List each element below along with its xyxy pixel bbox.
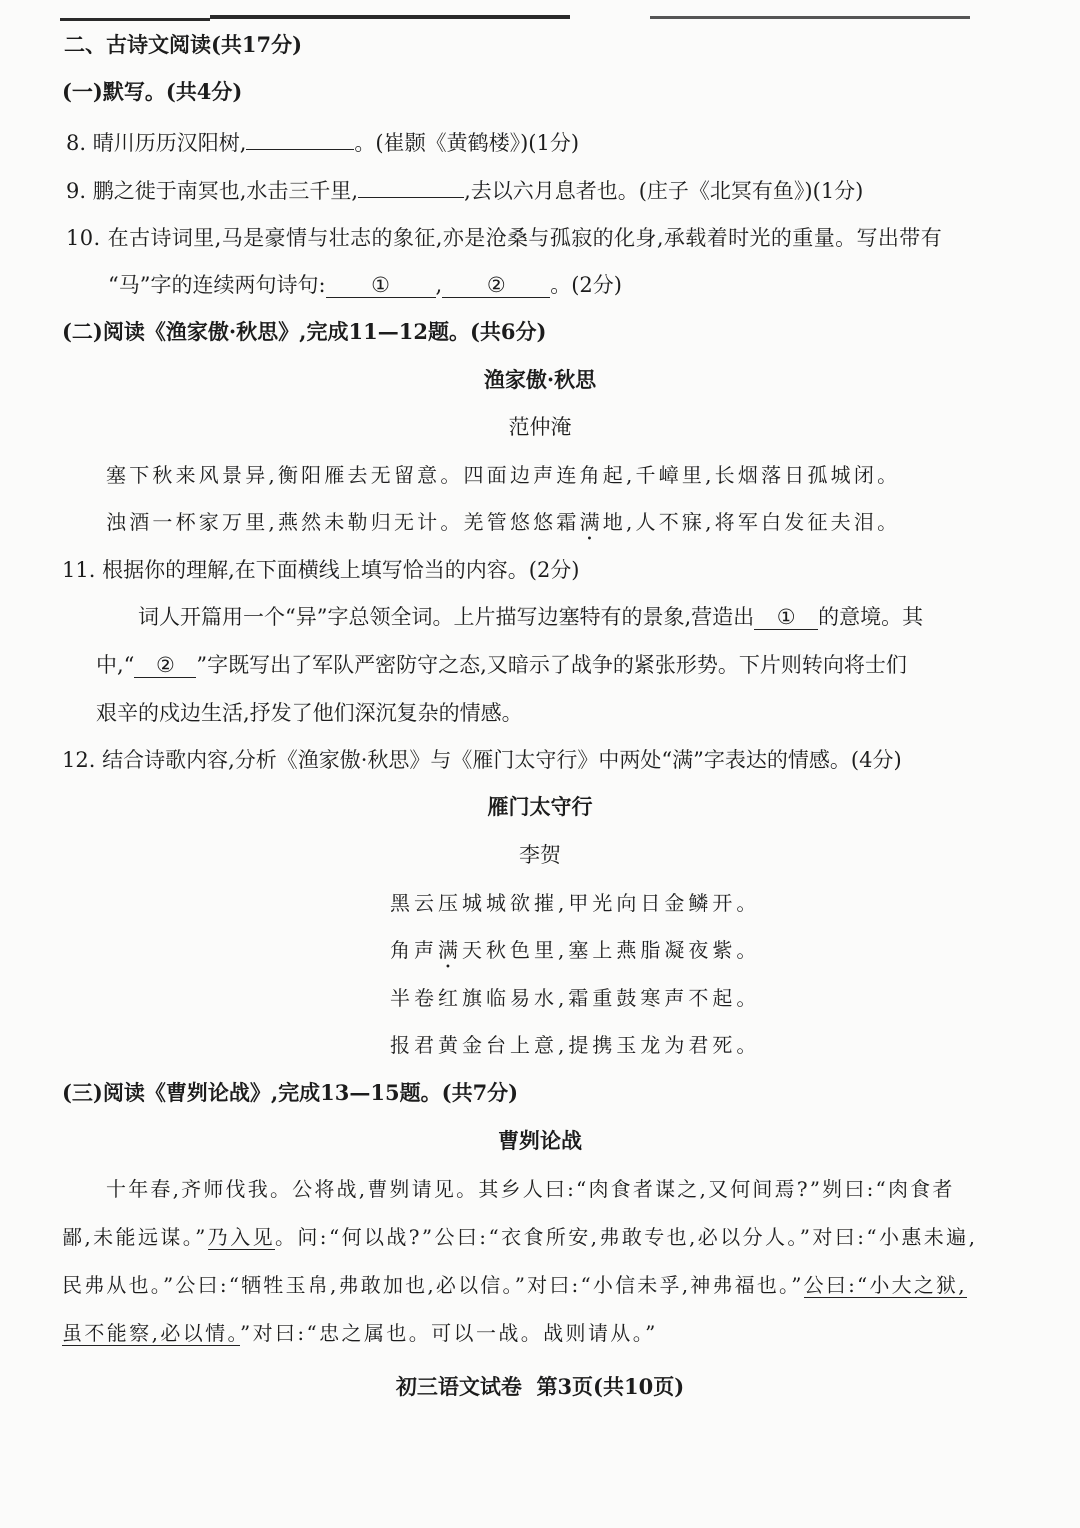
q11-para-line3: 艰辛的戍边生活,抒发了他们深沉复杂的情感。 (96, 701, 523, 725)
q10-prompt: “马”字的连续两句诗句: (108, 273, 326, 297)
essay-line-3a: 民弗从也。”公曰:“牺牲玉帛,弗敢加也,必以信。”对曰:“小信未孚,神弗福也。” (62, 1273, 804, 1297)
q10-comma: , (435, 273, 443, 297)
q8-source: 。(崔颢《黄鹤楼》)(1分) (354, 131, 580, 155)
essay-title: 曹刿论战 (498, 1128, 582, 1153)
q11-para-line1 (138, 602, 923, 632)
poem1-line-1: 塞下秋来风景异,衡阳雁去无留意。四面边声连角起,千嶂里,长烟落日孤城闭。 (106, 463, 901, 487)
q11-para-line2 (96, 650, 907, 680)
poem1-line-2b: 地,人不寐,将军白发征夫泪。 (602, 510, 901, 534)
q11-blank-1: ① (754, 605, 818, 630)
poem2-author: 李贺 (519, 843, 561, 867)
poem1-title: 渔家傲·秋思 (483, 367, 597, 392)
q9-source: ,去以六月息者也。(庄子《北冥有鱼》)(1分) (464, 179, 864, 203)
q10-score: 。(2分) (550, 273, 622, 297)
part1-title: (一)默写。(共4分) (62, 79, 243, 104)
q11-blank-2: ② (134, 653, 196, 678)
poem2-line-2b: 天秋色里,塞上燕脂凝夜紫。 (462, 938, 761, 962)
poem1-line-2 (106, 507, 900, 545)
q11-p1-text: 词人开篇用一个“异”字总领全词。上片描写边塞特有的景象,营造出 (138, 605, 755, 629)
q9-text: 9. 鹏之徙于南冥也,水击三千里, (66, 179, 359, 203)
poem2-dotted-char: 满 (438, 938, 462, 962)
q10-blank-2: ② (442, 273, 550, 298)
essay-line-2b: 。问:“何以战?”公曰:“衣食所安,弗敢专也,必以分人。”对曰:“小惠未遍, (275, 1225, 978, 1249)
essay-line-2a: 鄙,未能远谋。” (62, 1225, 208, 1249)
poem2-line-2a: 角声 (390, 938, 438, 962)
essay-line-2 (62, 1222, 977, 1252)
essay-line-1: 十年春,齐师伐我。公将战,曹刿请见。其乡人曰:“肉食者谋之,又何间焉?”刿曰:“肉食者 (106, 1177, 955, 1201)
essay-underline-3: 虽不能察,必以情。 (62, 1321, 240, 1345)
question-11: 11. 根据你的理解,在下面横线上填写恰当的内容。(2分) (62, 558, 580, 582)
q11-p2-text: ”字既写出了军队严密防守之态,又暗示了战争的紧张形势。下片则转向将士们 (196, 653, 907, 677)
q9-blank (358, 197, 464, 198)
question-10-line1: 10. 在古诗词里,马是豪情与壮志的象征,亦是沧桑与孤寂的化身,承载着时光的重量。写出带有 (66, 226, 943, 250)
question-12: 12. 结合诗歌内容,分析《渔家傲·秋思》与《雁门太守行》中两处“满”字表达的情感。(4分) (62, 748, 902, 772)
part3-title: (三)阅读《曹刿论战》,完成13—15题。(共7分) (62, 1080, 519, 1105)
poem2-line-4: 报君黄金台上意,提携玉龙为君死。 (390, 1033, 761, 1057)
essay-underline-2: 公曰:“小大之狱, (803, 1273, 967, 1297)
page-footer: 初三语文试卷 第3页(共10页) (395, 1374, 685, 1399)
poem2-line-3: 半卷红旗临易水,霜重鼓寒声不起。 (390, 986, 761, 1010)
essay-line-4b: ”对曰:“忠之属也。可以一战。战则请从。” (239, 1321, 658, 1345)
poem1-dotted-char: 满 (579, 510, 603, 534)
scan-mark-mid (210, 15, 570, 19)
essay-line-3 (62, 1270, 967, 1300)
q11-p1-end: 的意境。其 (818, 605, 924, 629)
q10-blank-1: ① (326, 273, 436, 298)
poem1-author: 范仲淹 (508, 415, 572, 439)
poem2-line-1: 黑云压城城欲摧,甲光向日金鳞开。 (390, 891, 761, 915)
poem1-line-2a: 浊酒一杯家万里,燕然未勒归无计。羌管悠悠霜 (106, 510, 580, 534)
question-8 (66, 128, 579, 158)
q8-blank (246, 149, 354, 150)
poem2-title: 雁门太守行 (487, 794, 593, 819)
essay-line-4 (62, 1318, 658, 1348)
part2-title: (二)阅读《渔家傲·秋思》,完成11—12题。(共6分) (62, 319, 547, 344)
question-10-line2 (108, 270, 622, 300)
section-heading: 二、古诗文阅读(共17分) (64, 32, 303, 57)
q8-text: 8. 晴川历历汉阳树, (66, 131, 247, 155)
q11-p2-start: 中,“ (96, 653, 135, 677)
scan-mark-left (60, 18, 210, 21)
poem2-line-2 (390, 935, 760, 973)
question-9 (66, 176, 863, 206)
essay-underline-1: 乃入见 (207, 1225, 275, 1249)
scan-mark-right (650, 16, 970, 19)
